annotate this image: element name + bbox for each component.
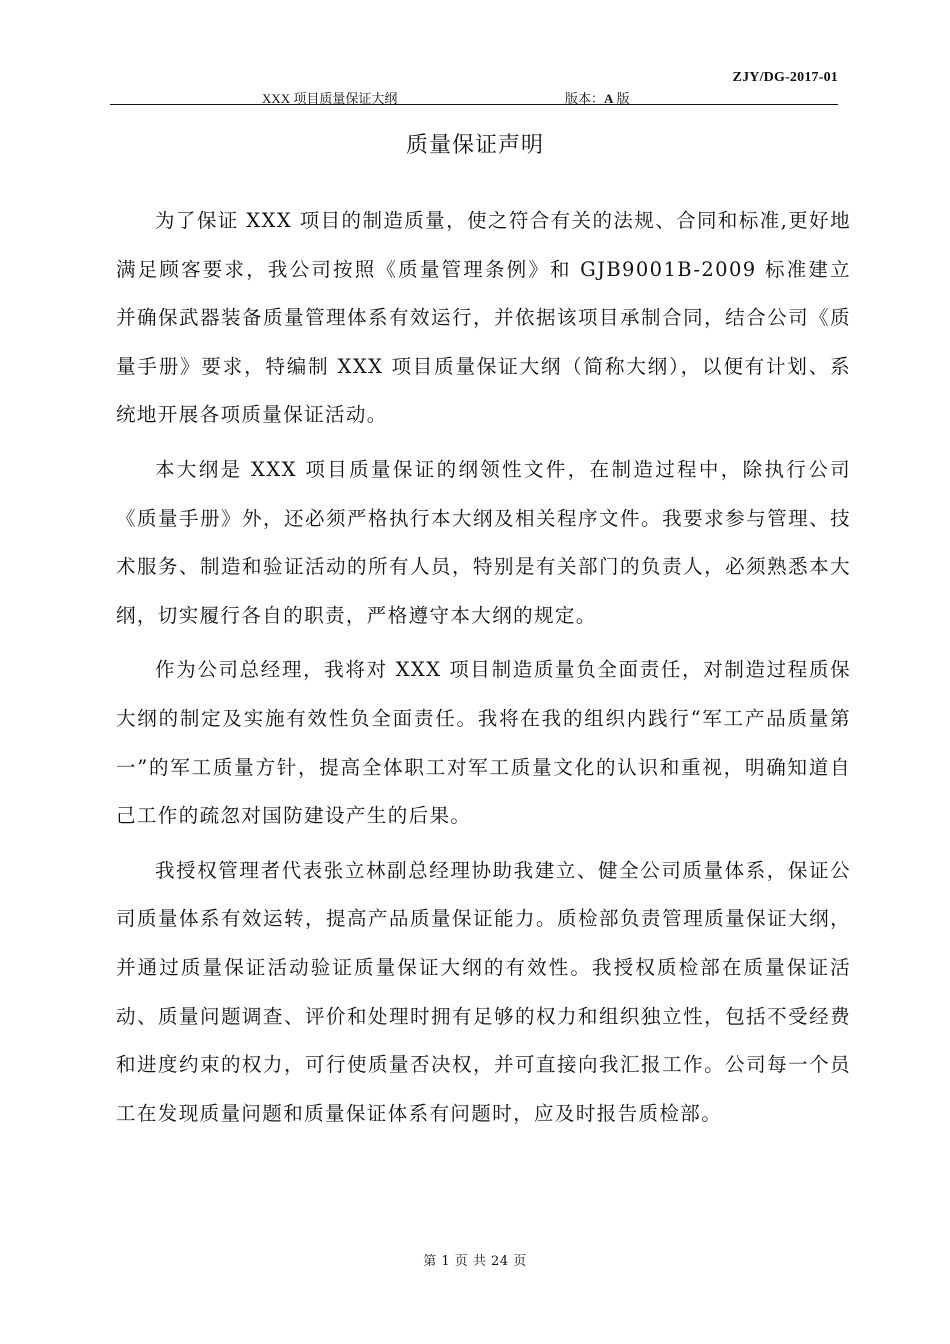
page-number: 第 1 页 共 24 页	[423, 1254, 527, 1269]
page-title: 质量保证声明	[405, 133, 544, 158]
header-divider	[110, 104, 838, 105]
document-code: ZJY/DG-2017-01	[732, 70, 838, 85]
paragraph-1: 为了保证 XXX 项目的制造质量，使之符合有关的法规、合同和标准,更好地满足顾客要求，我公司按照《质量管理条例》和 GJB9001B-2009 标准建立并确保武器装备质量管理体系有效运行，并依据该项目承制合同，结合公司《质量手册》要求，特编制 XXX 项目质量保证大纲（简称大纲），以便有计划、系统地开展各项质量保证活动。	[116, 209, 851, 427]
paragraph-3: 作为公司总经理，我将对 XXX 项目制造质量负全面责任，对制造过程质保大纲的制定及实施有效性负全面责任。我将在我的组织内践行“军工产品质量第一”的军工质量方针，提高全体职工对军工质量文化的认识和重视，明确知道自己工作的疏忽对国防建设产生的后果。	[116, 658, 851, 828]
running-header	[110, 86, 838, 104]
version-suffix: 版	[613, 91, 630, 106]
header-document-title: XXX 项目质量保证大纲	[262, 91, 398, 106]
statement-body	[116, 197, 851, 1144]
version-label: 版本：	[565, 91, 605, 106]
paragraph-4: 我授权管理者代表张立林副总经理协助我建立、健全公司质量体系，保证公司质量体系有效运转，提高产品质量保证能力。质检部负责管理质量保证大纲，并通过质量保证活动验证质量保证大纲的有效性。我授权质检部在质量保证活动、质量问题调查、评价和处理时拥有足够的权力和组织独立性，包括不受经费和进度约束的权力，可行使质量否决权，并可直接向我汇报工作。公司每一个员工在发现质量问题和质量保证体系有问题时，应及时报告质检部。	[116, 858, 851, 1125]
paragraph-2: 本大纲是 XXX 项目质量保证的纲领性文件，在制造过程中，除执行公司《质量手册》外，还必须严格执行本大纲及相关程序文件。我要求参与管理、技术服务、制造和验证活动的所有人员，特别是有关部门的负责人，必须熟悉本大纲，切实履行各自的职责，严格遵守本大纲的规定。	[116, 457, 851, 627]
version-value: A	[604, 91, 614, 106]
